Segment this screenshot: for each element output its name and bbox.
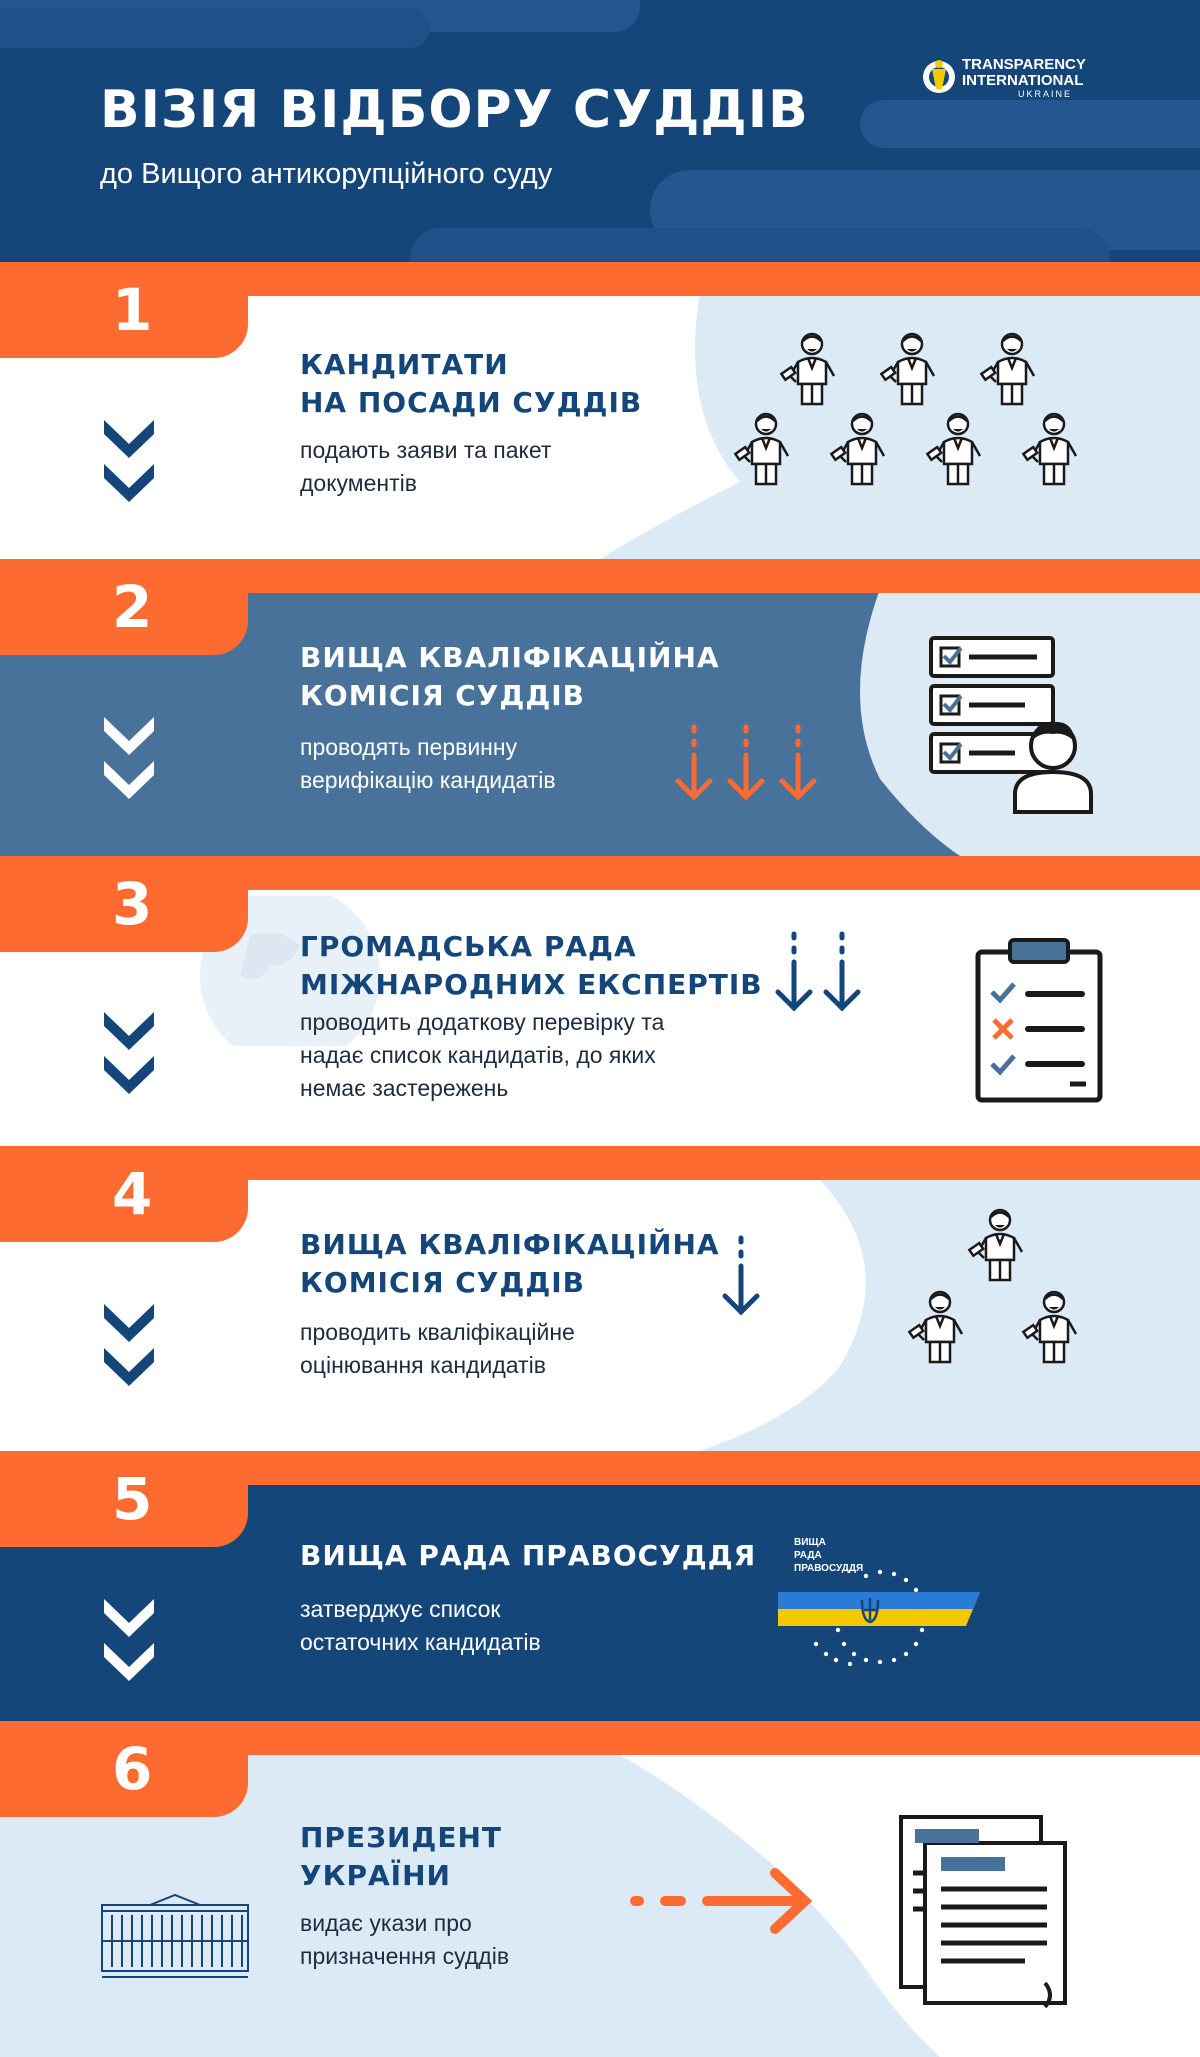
step-2-chevron-down-icon [98,709,160,805]
step-6-desc-line: видає укази про [300,1910,472,1936]
justice-logo-line: РАДА [794,1550,822,1561]
step-6-number: 6 [112,1735,153,1803]
step-3-desc-line: немає застережень [300,1075,509,1101]
step-1-chevron-down-icon [98,412,160,508]
transparency-logo-icon [920,55,958,99]
step-4-number-tab [0,1146,248,1242]
step-3-title [300,928,763,1004]
step-1-section [0,262,1200,559]
step-5-chevron-down-icon [98,1591,160,1687]
high-council-of-justice-logo [770,1536,990,1686]
step-2-title-line: КОМІСІЯ СУДДІВ [300,679,586,712]
justice-logo-line: ПРАВОСУДДЯ [794,1563,864,1574]
dashed-arrow-right-icon [625,1861,815,1941]
step-4-description [300,1316,575,1382]
step-2-number-tab [0,559,248,655]
logo-line-3: UKRAINE [1018,89,1073,99]
step-2-desc-line: проводять первинну [300,734,518,760]
step-4-title [300,1226,720,1302]
justice-logo-text [794,1536,863,1575]
step-2-desc-line: верифікацію кандидатів [300,767,556,793]
step-1-title [300,346,642,422]
step-2-number: 2 [112,573,153,641]
step-3-title-line: ГРОМАДСЬКА РАДА [300,930,637,963]
step-5-description [300,1593,541,1659]
header-decor-pill [0,8,430,48]
step-5-title-line: ВИЩА РАДА ПРАВОСУДДЯ [300,1539,757,1572]
step-4-down-arrow-icon [716,1232,766,1322]
step-1-title-line: НА ПОСАДИ СУДДІВ [300,386,643,419]
step-2-title [300,639,720,715]
step-4-title-line: КОМІСІЯ СУДДІВ [300,1266,586,1299]
logo-line-1: TRANSPARENCY [962,56,1086,73]
step-1-number-tab [0,262,248,358]
step-3-chevron-down-icon [98,1004,160,1100]
step-2-down-arrows-icon [670,719,830,809]
step-4-title-line: ВИЩА КВАЛІФІКАЦІЙНА [300,1228,720,1261]
presidential-building-icon [100,1891,250,1981]
logo-text [962,57,1086,99]
checklist-documents-person-icon [925,634,1105,814]
step-3-down-arrows-icon [770,928,870,1018]
step-4-section [0,1146,1200,1451]
step-5-number: 5 [112,1465,153,1533]
header-decor-pill [410,228,1110,262]
step-4-desc-line: оцінювання кандидатів [300,1352,546,1378]
justice-logo-line: ВИЩА [794,1537,826,1548]
step-3-section [0,856,1200,1146]
step-5-title [300,1537,756,1575]
step-3-title-line: МІЖНАРОДНИХ ЕКСПЕРТІВ [300,968,763,1001]
step-6-title [300,1819,502,1895]
step-1-number: 1 [112,276,153,344]
page-title: ВІЗІЯ ВІДБОРУ СУДДІВ [100,80,809,140]
step-6-desc-line: призначення суддів [300,1943,510,1969]
step-5-section [0,1451,1200,1721]
step-6-title-line: ПРЕЗИДЕНТ [300,1821,503,1854]
step-1-description [300,434,551,500]
page-subtitle: до Вищого антикорупційного суду [100,158,553,190]
step-4-desc-line: проводить кваліфікаційне [300,1319,575,1345]
transparency-international-logo [920,55,1120,105]
step-3-desc-line: надає список кандидатів, до яких [300,1042,656,1068]
step-6-description [300,1907,509,1973]
step-2-title-line: ВИЩА КВАЛІФІКАЦІЙНА [300,641,720,674]
judges-group-icon [720,332,1120,532]
step-2-description [300,731,556,797]
step-5-desc-line: затверджує список [300,1596,501,1622]
step-6-section [0,1721,1200,2057]
step-1-title-line: КАНДИТАТИ [300,348,509,381]
logo-line-2: INTERNATIONAL [962,72,1084,89]
step-3-number: 3 [112,870,153,938]
three-judges-icon [900,1208,1120,1418]
step-3-description [300,1006,664,1105]
step-5-desc-line: остаточних кандидатів [300,1629,541,1655]
step-6-number-tab [0,1721,248,1817]
step-6-title-line: УКРАЇНИ [300,1859,451,1892]
step-4-number: 4 [112,1160,153,1228]
header-decor-pill [860,100,1200,148]
step-1-desc-line: подають заяви та пакет [300,437,552,463]
step-4-chevron-down-icon [98,1296,160,1392]
step-3-number-tab [0,856,248,952]
decree-documents-icon [895,1813,1085,2013]
step-2-section [0,559,1200,856]
step-5-number-tab [0,1451,248,1547]
step-3-desc-line: проводить додаткову перевірку та [300,1009,665,1035]
header [0,0,1200,262]
step-1-desc-line: документів [300,470,417,496]
clipboard-checklist-icon [970,934,1110,1104]
